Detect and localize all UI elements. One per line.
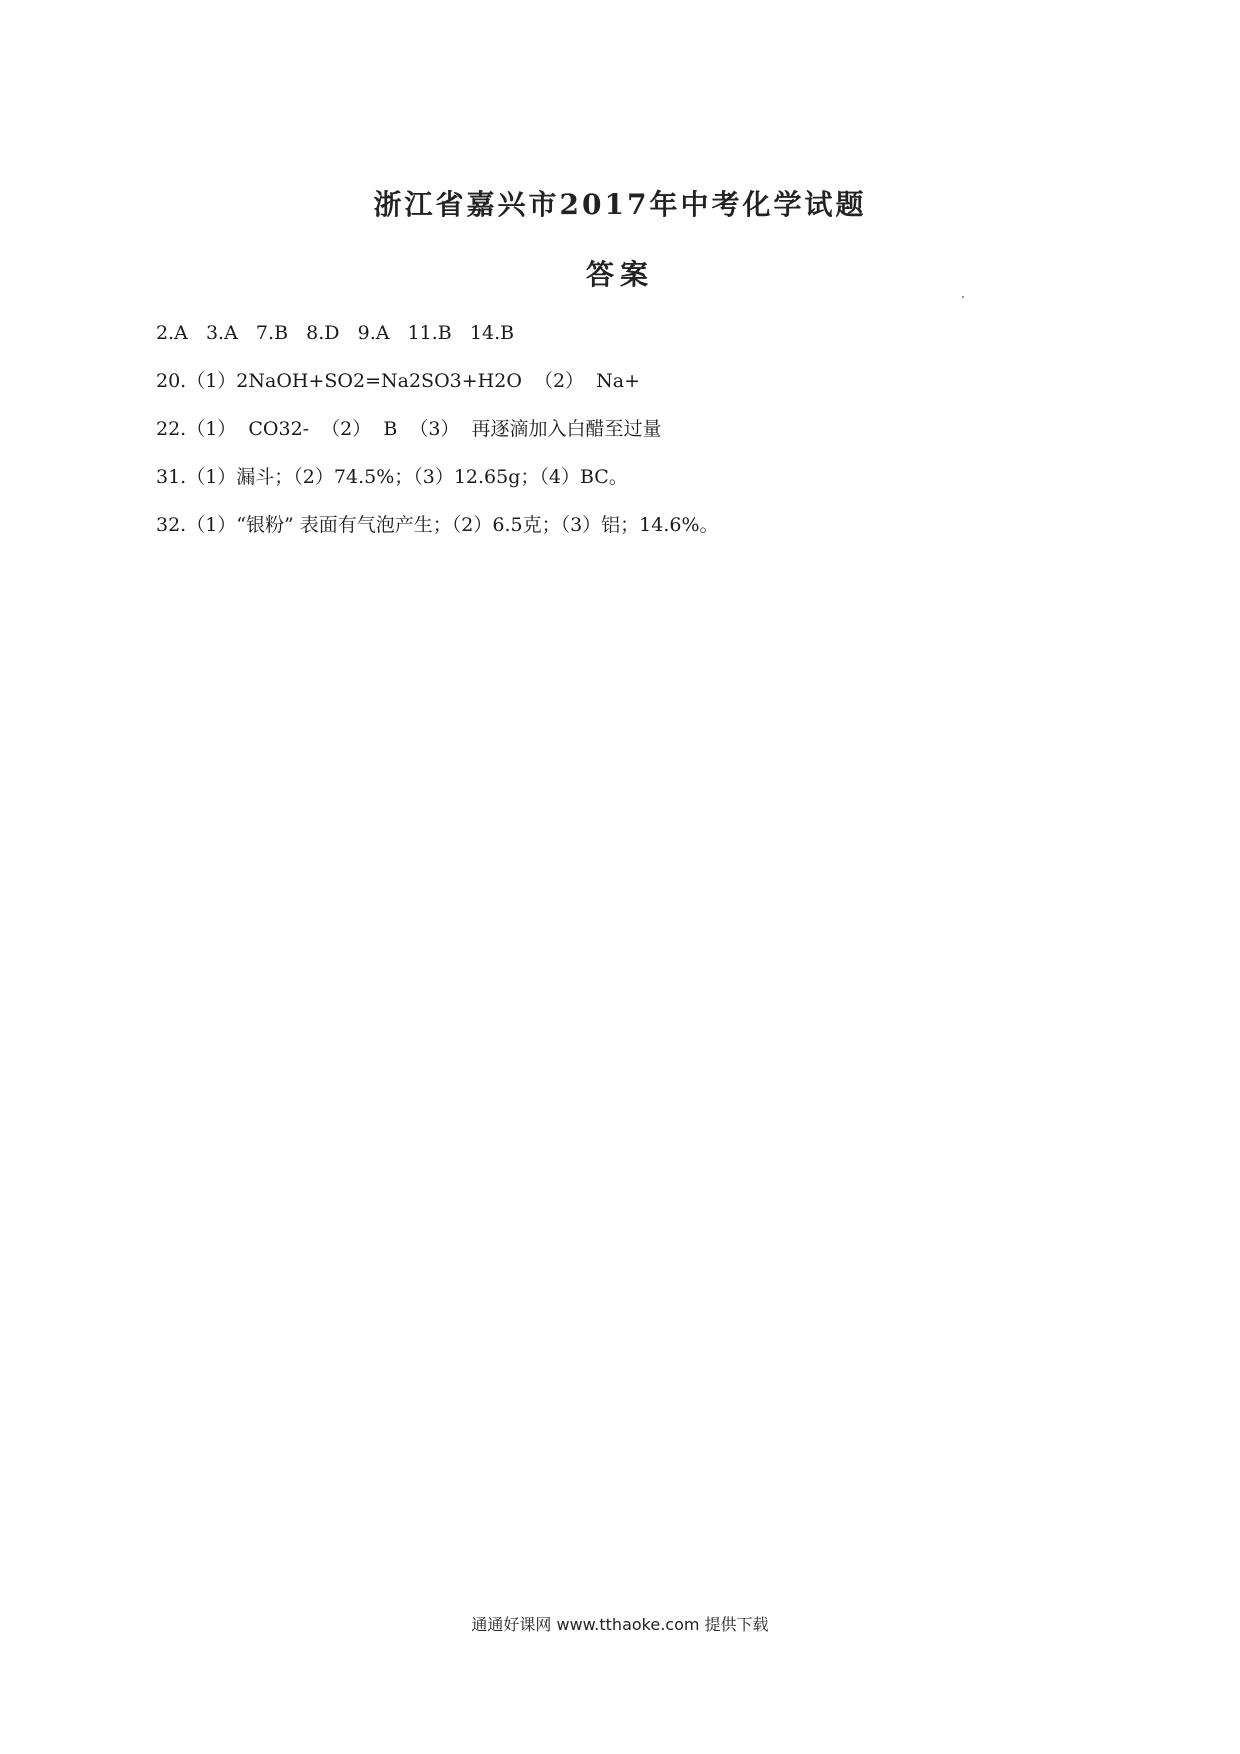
- document-title: 浙江省嘉兴市2017年中考化学试题: [373, 188, 867, 221]
- answer-line-choice: 2.A 3.A 7.B 8.D 9.A 11.B 14.B: [156, 322, 515, 344]
- answer-list: [156, 318, 1156, 558]
- footer-source: 通通好课网 www.tthaoke.com 提供下载: [471, 1615, 769, 1634]
- document-subtitle: 答案: [585, 258, 654, 291]
- answer-line-22: 22.（1） CO32- （2） B （3） 再逐滴加入白醋至过量: [156, 418, 662, 440]
- answer-line-32: 32.（1）“银粉” 表面有气泡产生；（2）6.5克；（3）铝；14.6%。: [156, 514, 719, 536]
- scan-speck: [962, 296, 964, 298]
- answer-line-20: 20.（1）2NaOH+SO2=Na2SO3+H2O （2） Na+: [156, 370, 641, 392]
- answer-line-31: 31.（1）漏斗；（2）74.5%；（3）12.65g；（4）BC。: [156, 466, 628, 488]
